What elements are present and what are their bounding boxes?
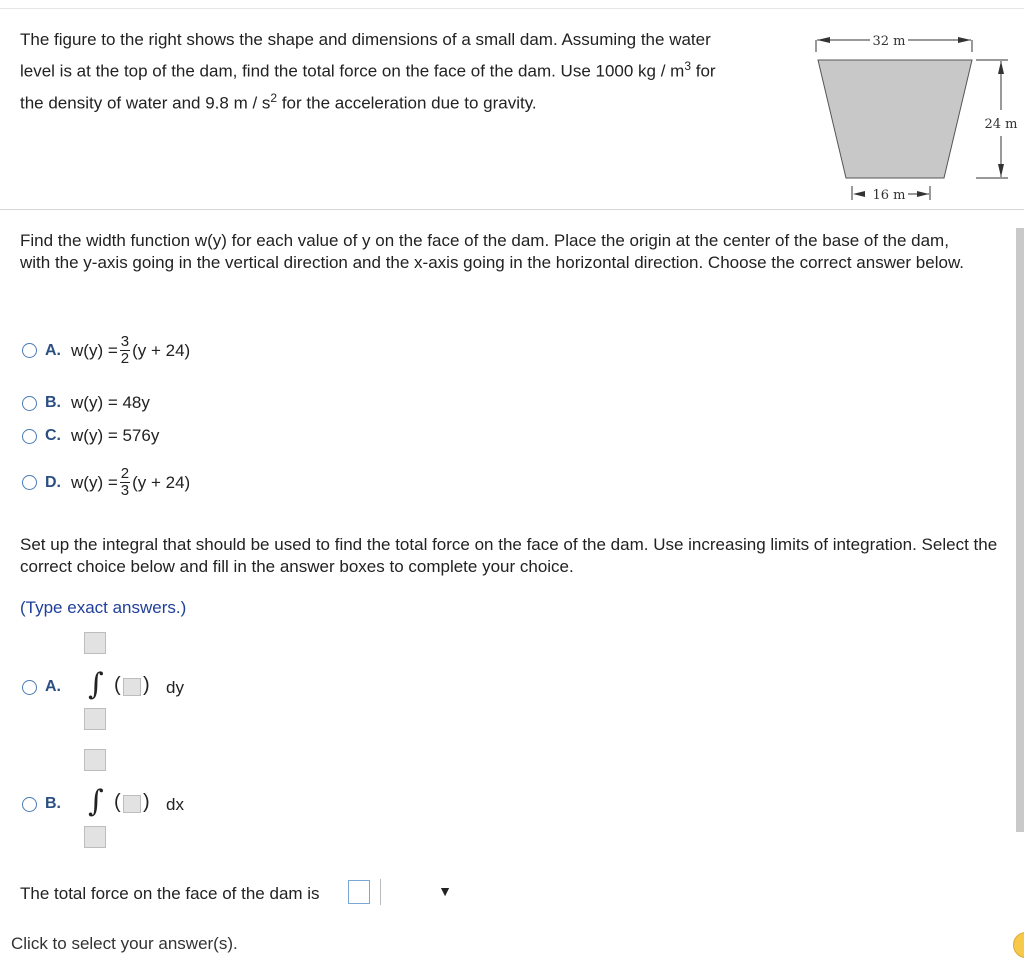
integral-a-differential: dy bbox=[166, 678, 184, 697]
integral-b-upper-limit[interactable] bbox=[84, 749, 106, 771]
top-dim-right-arrow bbox=[958, 37, 971, 43]
dam-figure bbox=[808, 28, 1020, 213]
q2-option-a[interactable] bbox=[22, 678, 61, 696]
dropdown-arrow-icon[interactable]: ▼ bbox=[438, 883, 452, 899]
exact-answers-note: (Type exact answers.) bbox=[20, 598, 187, 617]
bottom-width-label: 16 m bbox=[872, 188, 906, 203]
q2-letter-a: A. bbox=[45, 678, 61, 695]
integral-b-sign: ∫ bbox=[88, 784, 104, 819]
question-1-text: Find the width function w(y) for each value of y on the face of the dam. Place the origin at the center of the base of the dam, with the y-axis going in the vertical direction and the x-axis going in the horizontal direction. Choose the correct answer below. bbox=[20, 231, 965, 272]
integral-a-upper-limit[interactable] bbox=[84, 632, 106, 654]
q1-letter-a: A. bbox=[45, 341, 61, 359]
click-hint: Click to select your answer(s). bbox=[11, 934, 238, 953]
q1-a-num: 3 bbox=[120, 333, 130, 350]
q1-letter-d: D. bbox=[45, 473, 61, 491]
q1-b-expr: w(y) = 48y bbox=[71, 393, 150, 412]
section-divider bbox=[0, 209, 1024, 210]
integral-b-differential: dx bbox=[166, 795, 184, 814]
q1-d-den: 3 bbox=[120, 482, 130, 499]
integral-a-lower-limit[interactable] bbox=[84, 708, 106, 730]
integral-a-integrand-box[interactable] bbox=[123, 678, 141, 696]
top-rule bbox=[0, 8, 1024, 9]
integral-b-open-paren: ( bbox=[114, 791, 121, 813]
top-width-label: 32 m bbox=[872, 34, 906, 49]
integral-b-close-paren: ) bbox=[143, 791, 150, 813]
problem-line-1: The figure to the right shows the shape and dimensions of a small dam. Assuming the water bbox=[20, 30, 711, 49]
problem-line-3-tail: for the acceleration due to gravity. bbox=[277, 93, 537, 113]
q1-radio-c[interactable] bbox=[22, 429, 37, 444]
exponent-3: 3 bbox=[684, 59, 692, 73]
q1-option-b[interactable] bbox=[22, 393, 150, 413]
question-2-text: Set up the integral that should be used to find the total force on the face of the dam. Use increasing limits of integration. Select the correct choice below and fill in the answer boxes to complete your choice. bbox=[20, 535, 998, 576]
q1-option-d[interactable] bbox=[22, 466, 190, 499]
problem-line-3-text: the density of water and 9.8 m / s bbox=[20, 93, 271, 113]
height-label: 24 m bbox=[984, 117, 1018, 132]
q2-letter-b: B. bbox=[45, 795, 61, 812]
integral-a-sign: ∫ bbox=[88, 667, 104, 702]
exponent-2: 2 bbox=[270, 90, 278, 105]
total-force-input[interactable] bbox=[348, 880, 370, 904]
dam-face bbox=[818, 60, 972, 178]
problem-line-3 bbox=[20, 85, 780, 117]
integral-b-lower-limit[interactable] bbox=[84, 826, 106, 848]
height-dim-bottom-arrow bbox=[998, 164, 1004, 177]
problem-line-2-tail: for bbox=[691, 61, 716, 81]
help-badge-icon[interactable] bbox=[1013, 932, 1024, 958]
q1-d-fraction bbox=[120, 466, 130, 499]
q1-c-expr: w(y) = 576y bbox=[71, 426, 160, 445]
dam-diagram bbox=[808, 28, 1020, 208]
total-force-label: The total force on the face of the dam is bbox=[20, 884, 320, 903]
q1-option-c[interactable] bbox=[22, 426, 159, 446]
problem-line-2-text: level is at the top of the dam, find the total force on the face of the dam. Use 1000 kg / m bbox=[20, 61, 685, 81]
q1-a-den: 2 bbox=[120, 350, 130, 367]
q1-d-rhs: (y + 24) bbox=[132, 472, 191, 492]
q1-option-a[interactable] bbox=[22, 334, 190, 367]
problem-statement bbox=[20, 26, 780, 116]
q2-option-b[interactable] bbox=[22, 795, 61, 813]
q1-d-lhs: w(y) = bbox=[71, 472, 118, 492]
q1-a-lhs: w(y) = bbox=[71, 340, 118, 360]
q1-letter-b: B. bbox=[45, 394, 61, 411]
q2-radio-a[interactable] bbox=[22, 680, 37, 695]
q1-a-fraction bbox=[120, 334, 130, 367]
top-dim-left-arrow bbox=[817, 37, 830, 43]
integral-a-open-paren: ( bbox=[114, 674, 121, 696]
q1-a-rhs: (y + 24) bbox=[132, 340, 191, 360]
units-dropdown[interactable] bbox=[380, 879, 458, 905]
integral-b-integrand-box[interactable] bbox=[123, 795, 141, 813]
bottom-dim-left-arrow bbox=[853, 191, 865, 197]
height-dim-top-arrow bbox=[998, 61, 1004, 74]
scrollbar-thumb[interactable] bbox=[1016, 228, 1024, 832]
q1-radio-b[interactable] bbox=[22, 396, 37, 411]
q1-radio-a[interactable] bbox=[22, 343, 37, 358]
q2-radio-b[interactable] bbox=[22, 797, 37, 812]
problem-line-2 bbox=[20, 53, 780, 85]
q1-radio-d[interactable] bbox=[22, 475, 37, 490]
q1-d-num: 2 bbox=[120, 465, 130, 482]
integral-a-close-paren: ) bbox=[143, 674, 150, 696]
q1-letter-c: C. bbox=[45, 427, 61, 444]
